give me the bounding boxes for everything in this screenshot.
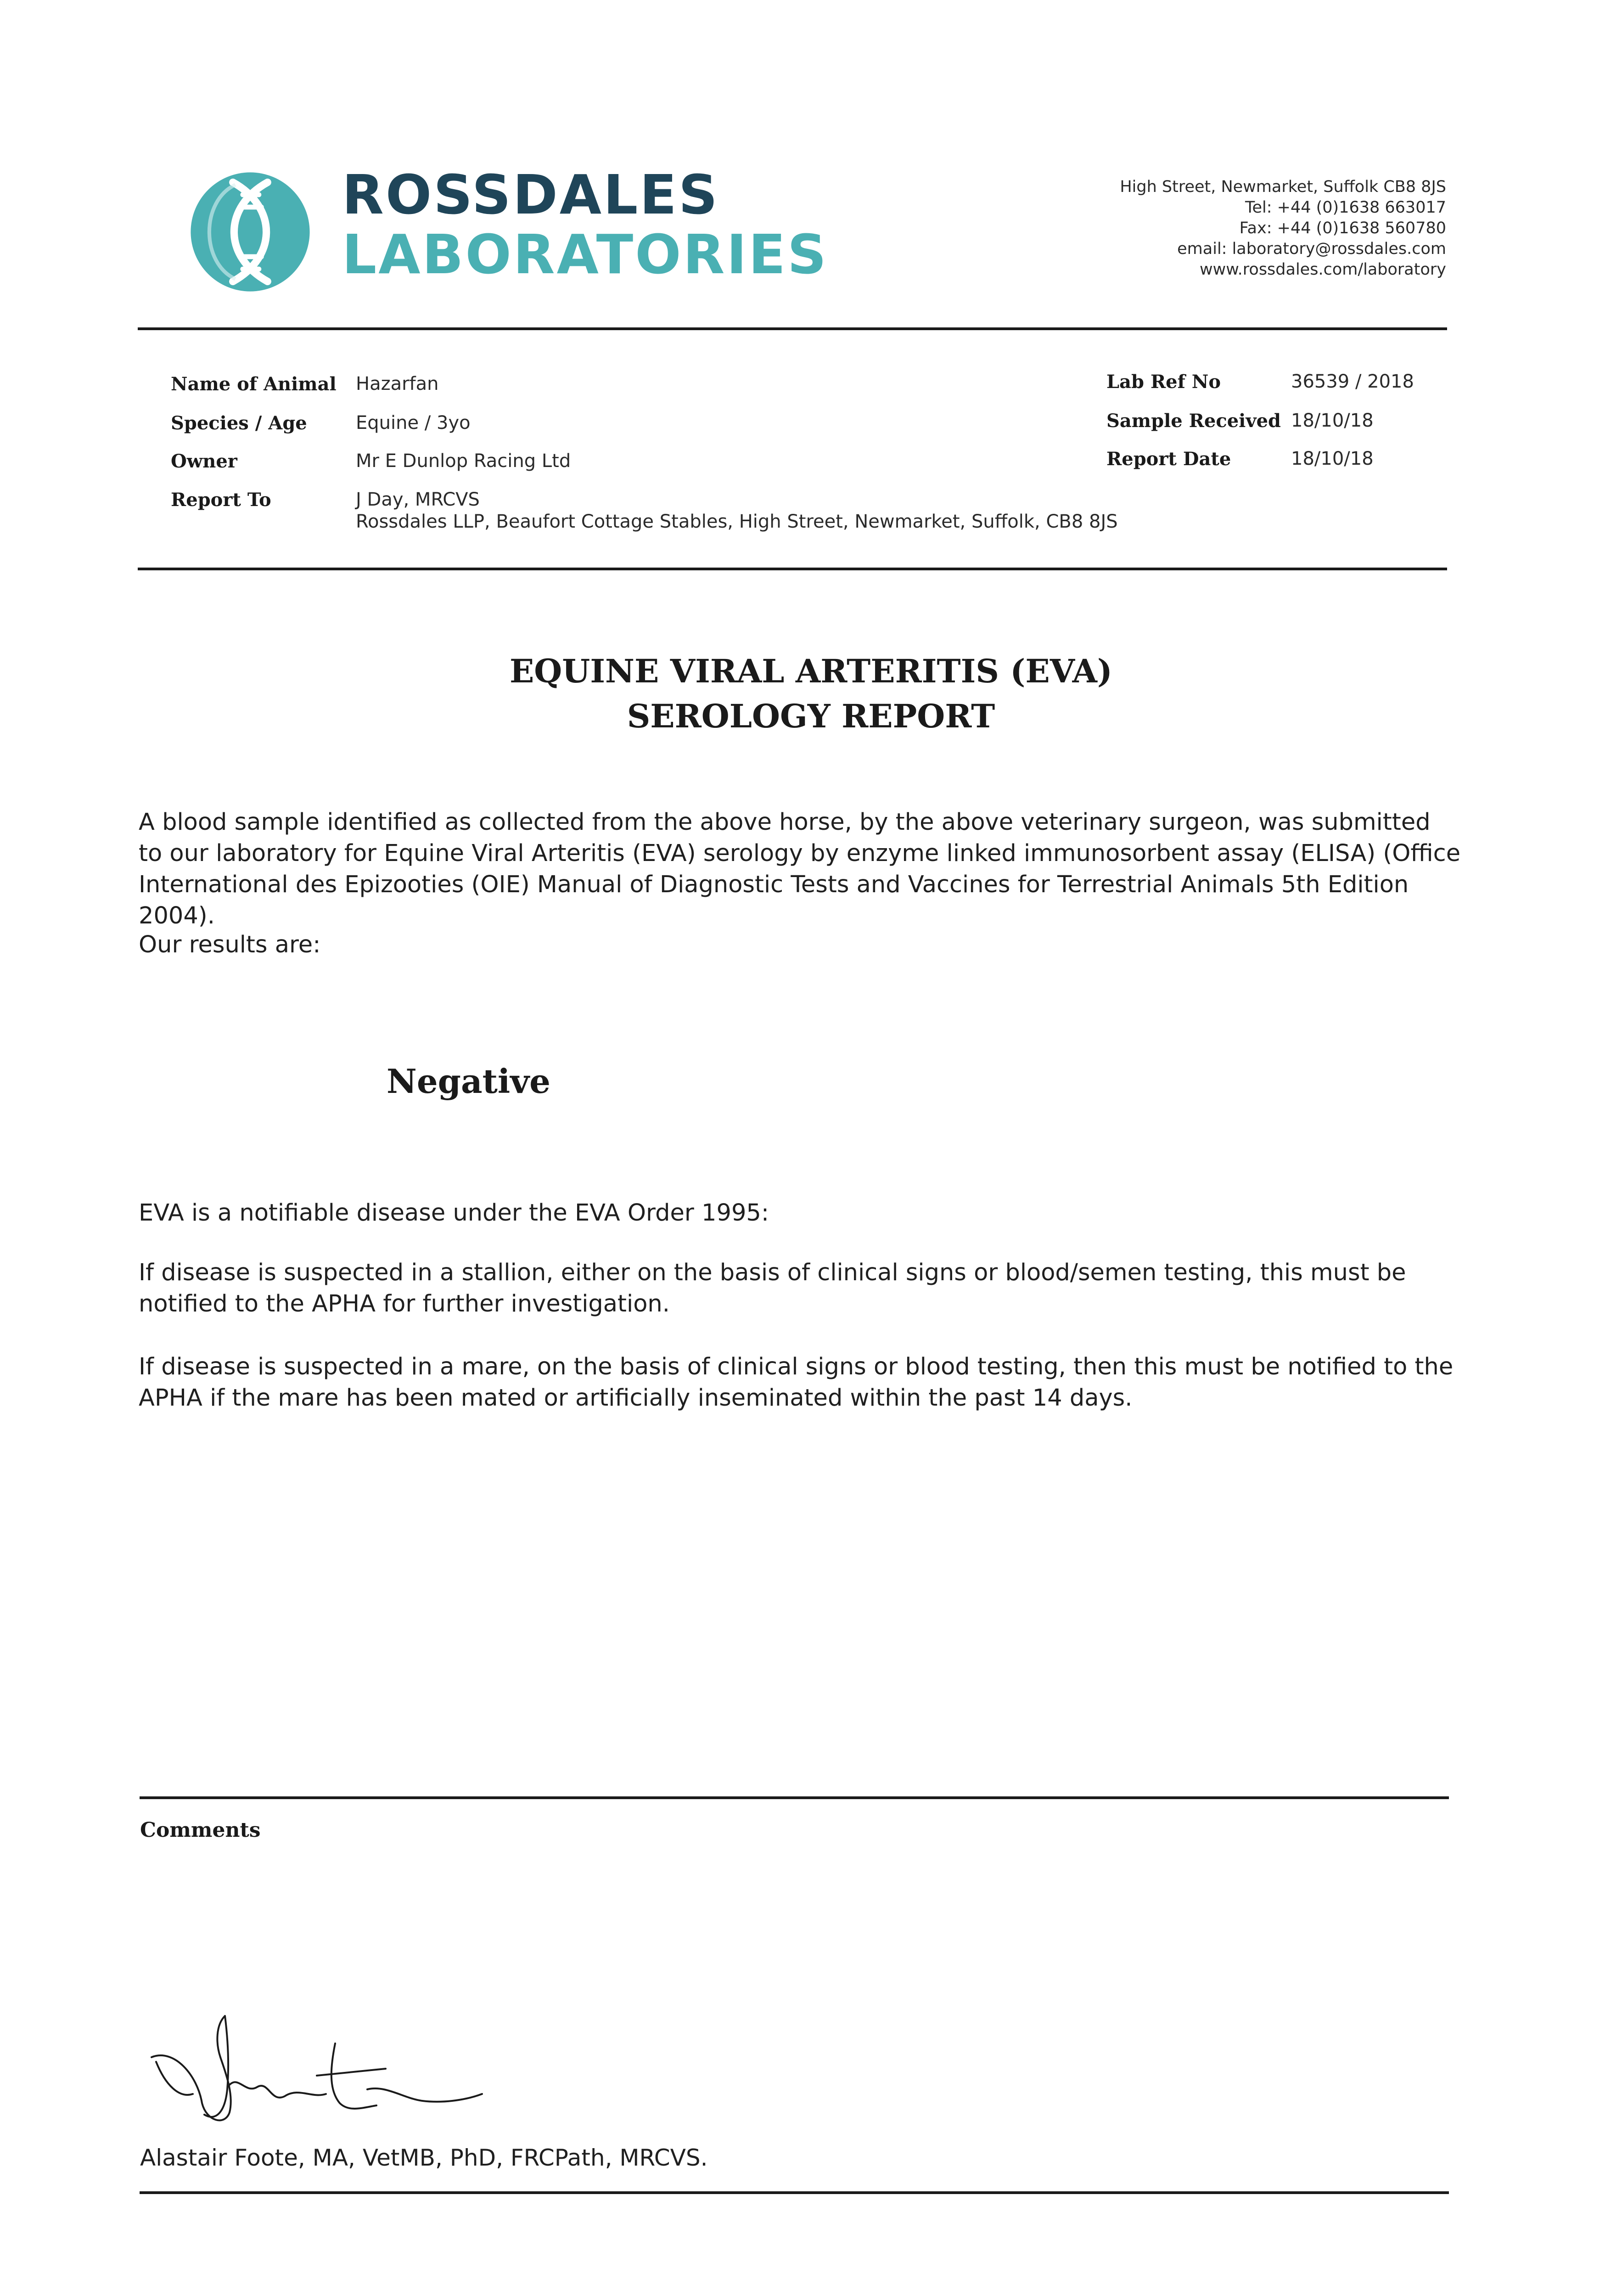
value-sample-received: 18/10/18	[1291, 410, 1374, 431]
value-name-of-animal: Hazarfan	[356, 373, 439, 394]
notifiable-paragraph: EVA is a notifiable disease under the EVA Order 1995:	[139, 1199, 769, 1227]
contact-email[interactable]: email: laboratory@rossdales.com	[1177, 240, 1446, 258]
value-species-age: Equine / 3yo	[356, 412, 471, 433]
value-lab-ref-no: 36539 / 2018	[1291, 371, 1414, 392]
divider-bottom	[140, 2191, 1449, 2194]
contact-address: High Street, Newmarket, Suffolk CB8 8JS	[1120, 178, 1446, 196]
divider-details	[138, 568, 1447, 570]
contact-block	[1120, 177, 1446, 280]
value-owner: Mr E Dunlop Racing Ltd	[356, 450, 571, 472]
comments-label: Comments	[140, 1818, 261, 1842]
contact-tel: Tel: +44 (0)1638 663017	[1245, 198, 1446, 217]
label-owner: Owner	[171, 450, 237, 472]
contact-website[interactable]: www.rossdales.com/laboratory	[1200, 260, 1446, 279]
mare-paragraph: If disease is suspected in a mare, on the basis of clinical signs or blood testing, then this must be notified to the APHA if the mare has been mated or artificially inseminated within the past 14 days.	[139, 1353, 1454, 1412]
handwritten-signature	[147, 2007, 496, 2131]
value-report-date: 18/10/18	[1291, 448, 1374, 469]
label-species-age: Species / Age	[171, 412, 307, 434]
label-lab-ref-no: Lab Ref No	[1106, 371, 1221, 393]
label-name-of-animal: Name of Animal	[171, 373, 337, 395]
signatory-name: Alastair Foote, MA, VetMB, PhD, FRCPath, MRCVS.	[140, 2144, 708, 2171]
report-title-line1: EQUINE VIRAL ARTERITIS (EVA)	[509, 652, 1113, 690]
value-report-to-address: Rossdales LLP, Beaufort Cottage Stables, High Street, Newmarket, Suffolk, CB8 8JS	[356, 511, 1118, 532]
label-report-date: Report Date	[1106, 448, 1231, 470]
stallion-paragraph: If disease is suspected in a stallion, either on the basis of clinical signs or blood/semen testing, this must be notified to the APHA for further investigation.	[139, 1259, 1406, 1317]
divider-comments	[140, 1796, 1449, 1799]
report-title-line2: SEROLOGY REPORT	[627, 697, 995, 735]
brand-name-line1: ROSSDALES	[342, 163, 719, 226]
value-report-to-name: J Day, MRCVS	[356, 489, 480, 510]
result-value: Negative	[387, 1062, 550, 1101]
brand-name-line2: LABORATORIES	[342, 223, 828, 286]
contact-fax: Fax: +44 (0)1638 560780	[1239, 219, 1446, 237]
label-sample-received: Sample Received	[1106, 410, 1281, 432]
dna-helix-icon	[188, 170, 312, 294]
results-lead: Our results are:	[139, 931, 321, 958]
intro-paragraph: A blood sample identified as collected from the above horse, by the above veterinary surgeon, was submitted to our laboratory for Equine Viral Arteritis (EVA) serology by enzyme linked immunosorbent assay (ELISA) (Office International des Epizooties (OIE) Manual of Diagnostic Tests and Vaccines for Terrestrial Animals 5th Edition 2004).	[139, 809, 1461, 929]
divider-top	[138, 327, 1447, 330]
label-report-to: Report To	[171, 489, 271, 511]
